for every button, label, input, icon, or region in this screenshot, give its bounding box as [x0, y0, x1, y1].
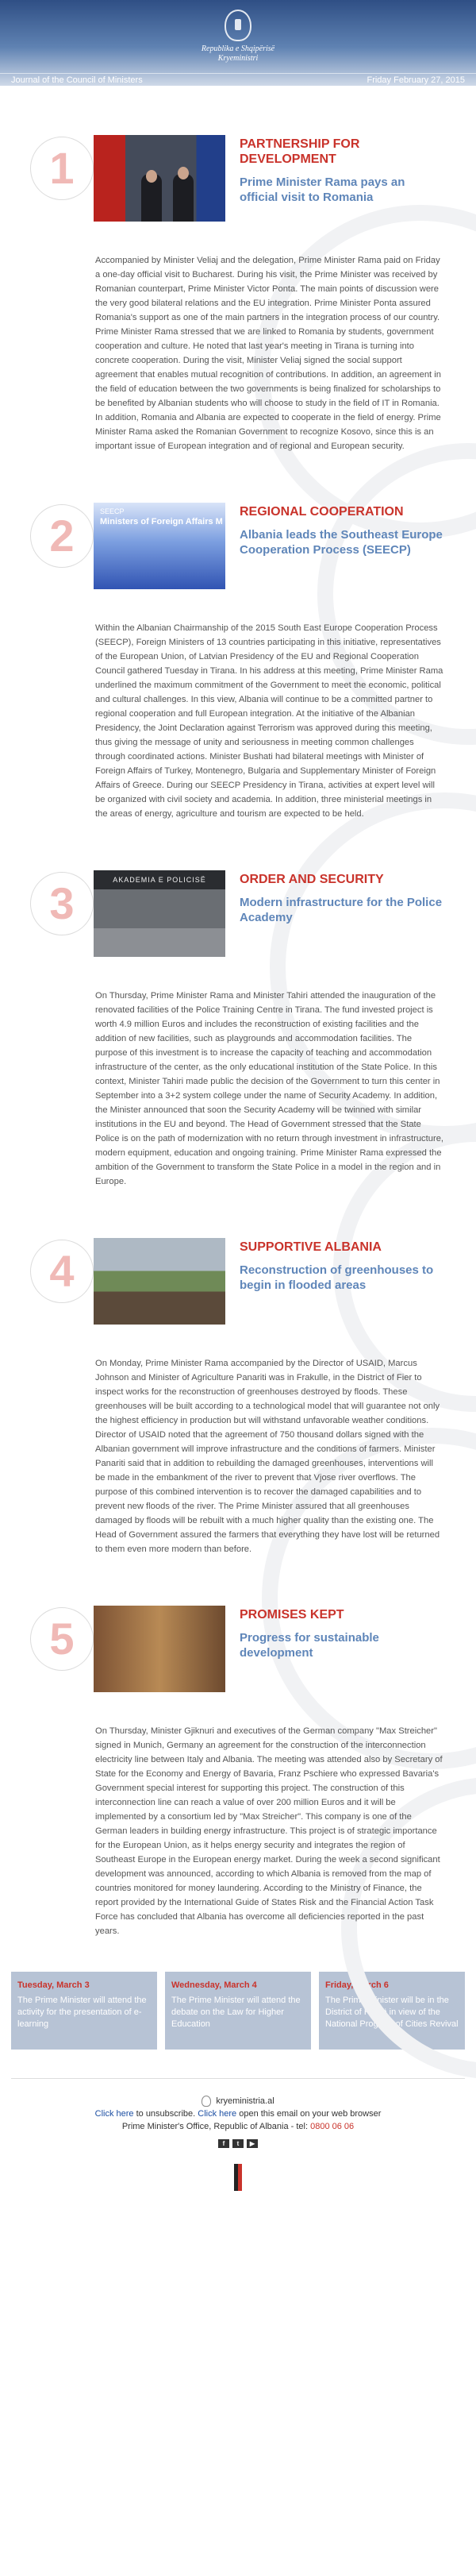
agenda-item [319, 1972, 465, 2050]
article-image[interactable] [94, 135, 225, 222]
divider [11, 2078, 465, 2079]
office-text: Prime Minister's Office, Republic of Albania - tel: [121, 2122, 311, 2131]
image-caption: AKADEMIA E POLICISË [94, 870, 225, 889]
youtube-icon[interactable]: ▶ [247, 2139, 258, 2148]
article-4 [0, 1189, 476, 1556]
article-title-link[interactable]: Progress for sustainable development [240, 1631, 379, 1660]
unsubscribe-link[interactable]: Click here [94, 2109, 134, 2119]
article-number-badge [30, 1607, 94, 1671]
article-body: Accompanied by Minister Veliaj and the delegation, Prime Minister Rama paid on Friday a one-day official visit to Bucharest. During his visit, the Prime Minister was received by Romanian counterpart, Prime Minister Victor Ponta. The main points of discussion were the very good bilateral relations and the EU integration. Prime Minister Ponta assured Romania's support as one of the main partners in the integration process of our country. Prime Minister Rama stressed that we are linked to Romania by students, government cooperation and culture. He noted that last year's meeting in Tirana is turning into concrete cooperation. During the visit, Minister Veliaj signed the social support agreement that enables mutual recognition of contributions. In addition, an agreement in the field of education between the two governments is being finalized for scholarships to be benefited by Albanian students who will choose to study in the field of IT in Romania. In addition, Romania and Albania are expected to cooperate in the field of energy. Prime Minister Rama asked the Romanian Government to recognize Kosovo, since this is an important issue of European integration and of regional and European security. [95, 256, 441, 451]
article-number: 1 [49, 143, 75, 193]
agenda-text: The Prime Minister will attend the debate on the Law for Higher Education [171, 1996, 301, 2029]
image-caption: SEECP [100, 507, 125, 515]
article-number: 3 [49, 878, 75, 928]
article-image[interactable] [94, 1606, 225, 1692]
unsubscribe-text: to unsubscribe. [133, 2109, 198, 2119]
social-links [0, 2139, 476, 2148]
content [0, 86, 476, 2191]
agenda-day: Wednesday, March 4 [171, 1980, 257, 1990]
journal-title: Journal of the Council of Ministers [11, 75, 143, 85]
article-body: On Thursday, Minister Gjiknuri and executives of the German company "Max Streicher" signed in Munich, Germany an agreement for the construction of the interconnection electricity line between Italy and Albania. The meeting was attended also by Secretary of State for the Economy and Energy of Bavaria, Franz Pschiere who expressed Bavaria's Government special interest for supporting this project. The construction of this interconnection line can reach a value of over 200 million Euros and it will be implemented by a consortium led by "Max Streicher". This company is one of the German leaders in building energy infrastructure. This project is of strategic importance for the European Union, as it helps energy security and integrates the region of Southeast Europe in the European energy market. During the week a second significant development was announced, according to which Albania is removed from the map of countries monitored for money laundering. According to the Ministry of Finance, the report provided by the International Guide of States Risk and the Financial Action Task Force has concluded that Albania has overcome all deficiencies reported in the past years. [95, 1726, 443, 1936]
emblem-icon [202, 2096, 211, 2107]
article-number-badge [30, 1240, 94, 1303]
article-category: REGIONAL COOPERATION [240, 505, 404, 519]
article-number: 4 [49, 1246, 75, 1296]
issue-date: Friday February 27, 2015 [367, 75, 465, 85]
header-bar [0, 73, 476, 86]
article-1 [0, 86, 476, 453]
article-category: ORDER AND SECURITY [240, 873, 384, 886]
article-body: On Monday, Prime Minister Rama accompanied by the Director of USAID, Marcus Johnson and Minister of Agriculture Panariti was in Frakulle, in the District of Fier to inspect works for the reconstruction of greenhouses destroyed by floods. These greenhouses will be built according to a technological model that will guarantee not only the highest efficiency in production but will withstand unfavorable weather conditions. Director of USAID noted that the agreement of 750 thousand dollars signed with the Albanian government will improve infrastructure and the conditions of farmers. Minister Panariti said that in addition to rebuilding the damaged greenhouses, interventions will be made in the embankment of the river to prevent that Vjose river overflows. The purpose of this combined intervention is to recover the damaged capabilities and to prevent new floods of the river. The Prime Minister assured that all greenhouses damaged by floods will be rebuilt with a much higher quality than the existing one. The Head of Government assured the farmers that everything they have lost will be returned to them even more modern than before. [95, 1359, 440, 1554]
image-caption: Ministers of Foreign Affairs M [100, 517, 223, 526]
article-title-link[interactable]: Albania leads the Southeast Europe Cooperation Process (SEECP) [240, 528, 443, 557]
article-image[interactable] [94, 503, 225, 589]
article-2 [0, 453, 476, 821]
browser-link[interactable]: Click here [198, 2109, 237, 2119]
article-title-link[interactable]: Modern infrastructure for the Police Academy [240, 896, 443, 924]
govt-name-line2: Kryeministri [217, 54, 259, 63]
emblem-icon [225, 10, 251, 41]
article-body: Within the Albanian Chairmanship of the 2015 South East Europe Cooperation Process (SEECP), Foreign Ministers of 13 countries participating in this initiative, representatives of the European Union, of Latvian Presidency of the EU and Regional Cooperation Council gathered Tuesday in Tirana. In his address at this meeting, Prime Minister Rama underlined the maximum commitment of the Government to meet the economic, political and cultural challenges. In this view, Albania will continue to be a committed partner to regional cooperation and full European integration. At the initiative of the Albanian Presidency, the Joint Declaration against Terrorism was approved during this meeting, thus giving the message of unity and seriousness in meeting common challenges through coordinated actions. Minister Bushati had bilateral meetings with Minister of Foreign Affairs of Turkey, Montenegro, Bulgaria and Supplementary Minister of Foreign Affairs of Greece. During our SEECP Presidency in Tirana, activities at expert level will be organized with civil society and academia. In addition, three ministerial meetings in the areas of energy, agriculture and tourism are expected to be held. [95, 623, 443, 819]
agenda-text: The Prime Minister will be in the District of Korcë in view of the National Program of Cities Revival [325, 1996, 459, 2029]
article-image[interactable] [94, 870, 225, 957]
agenda-text: The Prime Minister will attend the activity for the presentation of e-learning [17, 1996, 147, 2029]
office-line [0, 2120, 476, 2133]
article-number-badge [30, 504, 94, 568]
article-category: PARTNERSHIP FOR DEVELOPMENT [240, 137, 360, 166]
article-number-badge [30, 137, 94, 200]
logo[interactable] [197, 10, 279, 64]
agenda-day: Friday, March 6 [325, 1980, 389, 1990]
article-number: 5 [49, 1614, 75, 1664]
facebook-icon[interactable]: f [218, 2139, 229, 2148]
upcoming-agenda [0, 1972, 476, 2050]
article-5 [0, 1556, 476, 1938]
article-image[interactable] [94, 1238, 225, 1325]
flag-bar [234, 2164, 242, 2191]
article-category: PROMISES KEPT [240, 1608, 344, 1622]
article-body: On Thursday, Prime Minister Rama and Minister Tahiri attended the inauguration of the renovated facilities of the Police Training Centre in Tirana. The fund invested project is worth 4.9 million Euros and includes the reconstruction of existing facilities and the addition of new facilities, such as playgrounds and accommodation facilities. The purpose of this investment is to increase the capacity of teaching and accommodation infrastructure of the center, as the only educational institution of the State Police. In this context, Minister Tahiri made public the decision of the Government to turn this center in September into a 3+2 system college under the name of Security Academy. In addition, the Minister announced that soon the Security Academy will be twinned with similar institutions in the EU and beyond. The Head of Government stressed that the State Police is on the path of modernization with no return through investment in infrastructure, modern equipment, education and ongoing training. Prime Minister Rama expressed the ambition of the Government to transform the State Police in a model in the region and in Europe. [95, 991, 444, 1186]
phone-number[interactable]: 0800 06 06 [310, 2122, 355, 2131]
article-title-link[interactable]: Reconstruction of greenhouses to begin in flooded areas [240, 1263, 434, 1292]
footer [0, 2095, 476, 2191]
agenda-item [165, 1972, 311, 2050]
article-category: SUPPORTIVE ALBANIA [240, 1240, 382, 1254]
site-link[interactable] [0, 2095, 476, 2107]
agenda-day: Tuesday, March 3 [17, 1980, 90, 1990]
site-name: kryeministria.al [216, 2096, 274, 2106]
email-links [0, 2107, 476, 2120]
article-title-link[interactable]: Prime Minister Rama pays an official visit to Romania [240, 175, 405, 204]
article-number-badge [30, 872, 94, 935]
header [0, 0, 476, 86]
agenda-item [11, 1972, 157, 2050]
browser-text: open this email on your web browser [236, 2109, 382, 2119]
article-number: 2 [49, 511, 75, 561]
twitter-icon[interactable]: t [232, 2139, 244, 2148]
govt-name-line1: Republika e Shqipërisë [201, 44, 275, 53]
article-3 [0, 821, 476, 1189]
